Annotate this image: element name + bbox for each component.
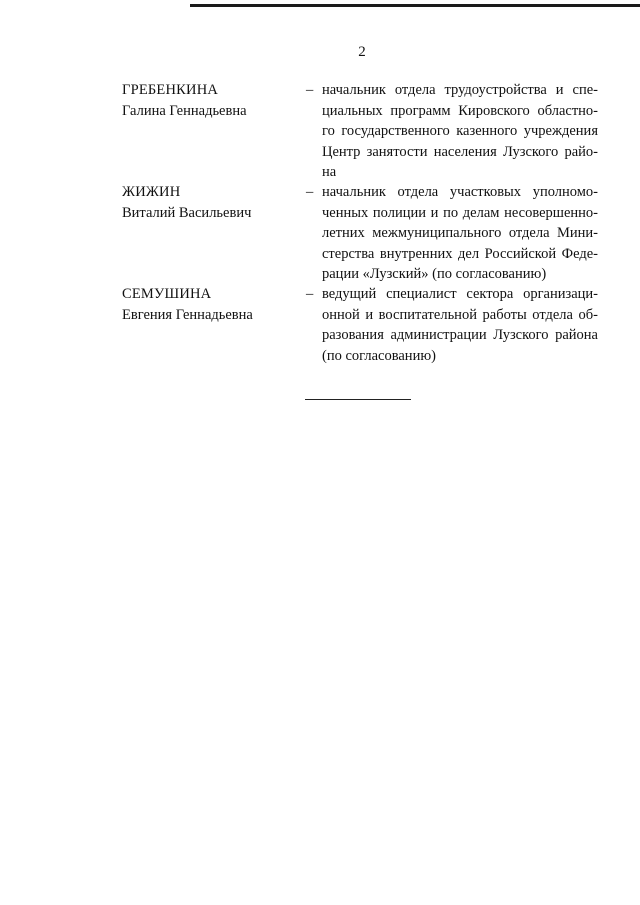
member-surname: ГРЕБЕНКИНА — [122, 82, 219, 98]
member-role — [322, 182, 598, 285]
member-given-names: Виталий Васильевич — [122, 205, 252, 221]
top-border-line — [190, 4, 640, 7]
member-given-names: Евгения Геннадьевна — [122, 307, 253, 323]
member-surname: СЕМУШИНА — [122, 286, 212, 302]
role-line: ведущий специалист сектора организаци- — [322, 286, 598, 302]
role-line: Центр занятости населения Лузского райо- — [322, 143, 598, 160]
entry-dash: – — [306, 184, 314, 200]
role-line: ченных полиции и по делам несовершенно- — [322, 204, 598, 221]
role-line: рации «Лузский» (по согласованию) — [322, 266, 547, 282]
role-line: на — [322, 164, 337, 180]
role-line: онной и воспитательной работы отдела об- — [322, 306, 598, 323]
role-line: летних межмуниципального отдела Мини- — [322, 225, 598, 241]
role-line: циальных программ Кировского областно- — [322, 102, 598, 119]
page-number: 2 — [358, 44, 366, 60]
role-line: стерства внутренних дел Российской Феде- — [322, 245, 598, 262]
member-role — [322, 284, 598, 366]
member-surname: ЖИЖИН — [122, 184, 181, 200]
member-role — [322, 80, 598, 183]
role-line: начальник отдела трудоустройства и спе- — [322, 82, 598, 98]
entry-dash: – — [306, 286, 314, 302]
role-line: го государственного казенного учреждения — [322, 123, 598, 139]
role-line: начальник отдела участковых уполномо- — [322, 184, 598, 200]
role-line: (по согласованию) — [322, 347, 436, 364]
entry-dash: – — [306, 82, 314, 98]
closing-separator-line — [305, 399, 411, 400]
role-line: разования администрации Лузского района — [322, 327, 598, 343]
member-given-names: Галина Геннадьевна — [122, 103, 247, 119]
